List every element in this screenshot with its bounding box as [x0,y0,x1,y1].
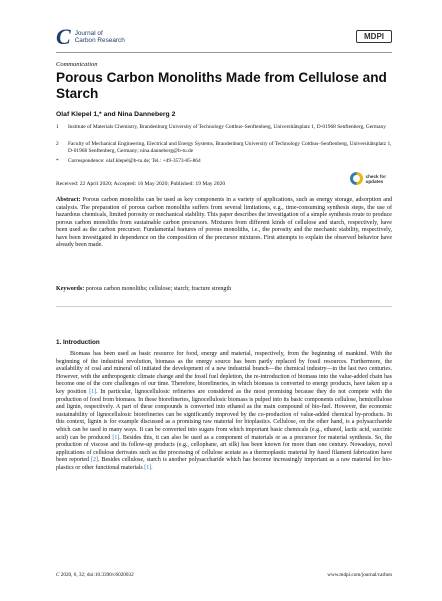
correspondence: * Correspondence: olaf.klepel@b-tu.de; Tel.: +49-3573-85-864 [56,158,201,164]
journal-c-logo-icon: C [56,24,71,49]
journal-logo[interactable] [56,26,125,48]
mdpi-logo[interactable]: MDPI [356,30,392,43]
citation-link[interactable]: [1] [89,388,97,395]
section-title: 1. Introduction [56,339,100,346]
article-type: Communication [56,61,98,68]
paragraph: Biomass has been used as basic resource for food, energy and material, respectively, from the beginning of mankind. With the beginning of the industrial revolution, biomass as the energy source has been partly replaced by fossil resources. Furthermore, the availability of coal and mineral oil initiated the development of a new industrial branch—the chemical industry—in the last two centuries. However, with the anthropogenic climate change and the fossil fuel depletion, the re-introduction of biomass into the value-added chain has become one of the core challenges of our time. Therefore, biorefineries, in which biomass is converted to energy products, have taken up a key position [1]. In particular, lignocellulosic refineries are considered as the most promising because they do not compete with the production of food from biomass. In these biorefineries, lignocellulosic biomass is pulped into its basic components cellulose, hemicellulose and lignin, respectively. A part of these compounds is converted into ethanol as the main compound of bio-fuel. However, the economic sustainability of lignocellulosic biorefineries can be significantly improved by the co-production of value-added chemical by-products. In this context, lignin is for example discussed as a promising raw material for bioplastics. Cellulose, on the other hand, is a polysaccharide which can be used in many ways. It can be converted into sugars from which important basic chemicals (e.g., ethanol, lactic acid, succinic acid) can be produced [1]. Besides this, it can also be used as a component of materials or as a precursor for material synthesis. So, the production of viscose and its follow-up products (e.g., cellophane, art silk) has been known for more than one century. Nowadays, novel applications of cellulose derivates such as the processing of cellulose acetate as a thermoplastic material by fused filament fabrication have been reported [2]. Besides cellulose, starch is another polysaccharide which has become increasingly important as a raw material for bio-plastics or other functional materials [1]. [56,351,392,471]
citation-link[interactable]: [1] [144,464,152,471]
footer-citation: C 2020, 6, 32; doi:10.3390/c6020032 [56,572,134,578]
citation-link[interactable]: [1] [112,434,120,441]
header-divider [56,52,392,53]
abstract [56,197,392,250]
footer-url[interactable]: www.mdpi.com/journal/carbon [327,572,392,578]
affiliation-2: 2 Faculty of Mechanical Engineering, Electrical and Energy Systems, Brandenburg University of Technology Cottbus–Senftenberg, Universitätsplatz 1, D-01968 Senftenberg, Germany; nina.danneberg@b-tu.de [56,141,392,154]
article-title: Porous Carbon Monoliths Made from Cellulose and Starch [56,70,387,101]
abstract-text: Porous carbon monoliths can be used as key components in a variety of applications, such as energy storage, adsorption and catalysis. The preparation of porous carbon monoliths suffers from several limitations, e.g., time-consuming synthesis steps, the use of hazardous chemicals, limited porosity or mechanical stability. This paper describes the investigation of a simple synthesis route to produce porous carbon monoliths from sustainable carbon precursors. Mixtures from different kinds of cellulose and starch, respectively, have been used as the carbon precursor. Fundamental features of porous monoliths, i.e., the porosity and the mechanic stability, respectively, have been investigated in dependence on the composition of the precursor mixtures. First attempts to explain the observed behavior have already been made. [56,197,392,249]
keywords-label: Keywords: [56,286,85,292]
section-divider [56,306,392,307]
citation-link[interactable]: [2] [91,457,98,464]
introduction-body [56,351,392,473]
keywords [56,286,392,294]
keywords-text: porous carbon monoliths; cellulose; starch; fracture strength [85,286,232,292]
publication-dates: Received: 22 April 2020; Accepted: 16 May 2020; Published: 19 May 2020 [56,181,226,187]
journal-name: Journal of Carbon Research [74,29,125,44]
author-list: Olaf Klepel 1,* and Nina Danneberg 2 [56,111,176,118]
affiliation-1: 1 Institute of Materials Chemistry, Brandenburg University of Technology Cottbus–Senftenberg, Universitätsplatz 1, D-01968 Senftenberg, Germany [56,124,386,130]
abstract-label: Abstract: [56,197,81,203]
check-for-updates-icon [350,172,363,185]
check-for-updates-button[interactable]: check for updates [350,172,386,185]
